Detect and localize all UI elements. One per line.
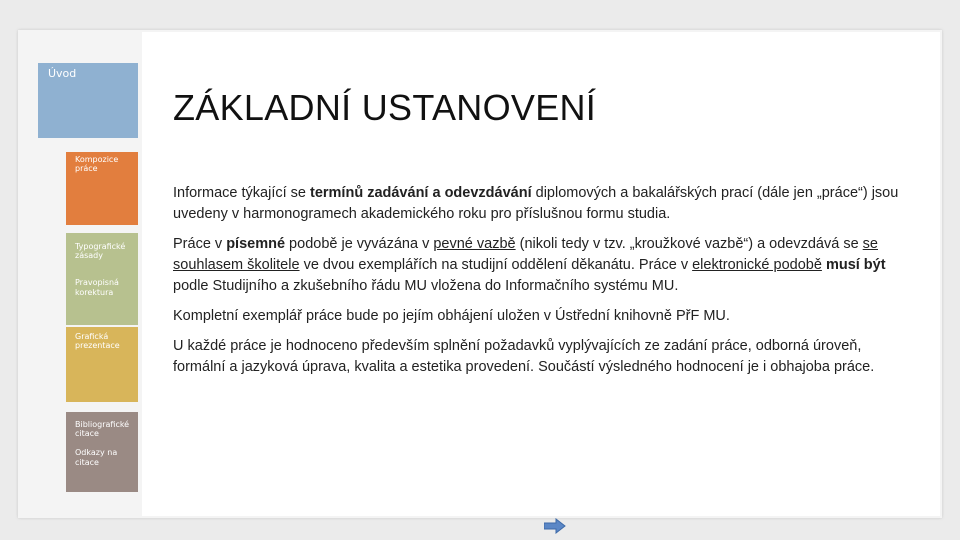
text: Informace týkající se bbox=[173, 185, 310, 201]
paragraph-vazba bbox=[173, 234, 903, 297]
emphasis: termínů zadávání a odevzdávání bbox=[310, 185, 532, 201]
tab-graficka-label: Grafická prezentace bbox=[75, 332, 120, 351]
text: podobě je vyvázána v bbox=[285, 236, 434, 252]
tab-typograficke-zasady[interactable] bbox=[66, 233, 138, 325]
paragraph-terminy bbox=[173, 183, 903, 225]
paragraph-knihovna: Kompletní exemplář práce bude po jejím obhájení uložen v Ústřední knihovně PřF MU. bbox=[173, 308, 730, 324]
text: Práce v bbox=[173, 236, 227, 252]
tab-uvod[interactable] bbox=[38, 63, 138, 138]
text: diplomových a bakalářských prací (dále jen „práce“) jsou uvedeny v harmonogramech akademického roku pro příslušnou formu studia. bbox=[173, 185, 899, 222]
text: (nikoli tedy v tzv. „kroužkové vazbě“) a odevzdává se bbox=[515, 236, 863, 252]
paragraph-hodnoceni: U každé práce je hodnoceno především splnění požadavků vyplývajících ze zadání práce, odborná úroveň, formální a jazyková úprava, kvalita a estetika provedení. Součástí výsledného hodnocení je i obhajoba práce. bbox=[173, 338, 875, 375]
emphasis: musí být bbox=[825, 257, 886, 273]
tab-graficka-prezentace[interactable] bbox=[66, 327, 138, 402]
tab-typograficke-label: Typografické zásady bbox=[75, 242, 126, 261]
tab-bibliograficke-label: Bibliografické citace bbox=[75, 420, 130, 439]
underlined-text: elektronické podobě bbox=[692, 257, 822, 273]
slide-body bbox=[173, 183, 903, 387]
tab-pravopisna-label[interactable]: Pravopisná korektura bbox=[75, 278, 119, 297]
right-arrow-icon bbox=[544, 518, 566, 534]
tab-kompozice-prace[interactable] bbox=[66, 152, 138, 225]
underlined-text: se souhlasem školitele bbox=[173, 236, 878, 273]
tab-bibliograficke-citace[interactable] bbox=[66, 412, 138, 492]
tab-uvod-label: Úvod bbox=[48, 67, 77, 80]
next-slide-button[interactable] bbox=[544, 518, 566, 539]
slide-title: ZÁKLADNÍ USTANOVENÍ bbox=[173, 87, 597, 128]
tab-kompozice-label: Kompozice práce bbox=[75, 155, 119, 174]
underlined-text: pevné vazbě bbox=[433, 236, 516, 252]
emphasis: písemné bbox=[226, 236, 286, 252]
text: ve dvou exemplářích na studijní oddělení děkanátu. Práce v bbox=[299, 257, 693, 273]
tab-odkazy-label[interactable]: Odkazy na citace bbox=[75, 448, 118, 467]
text: podle Studijního a zkušebního řádu MU vložena do Informačního systému MU. bbox=[173, 278, 679, 294]
